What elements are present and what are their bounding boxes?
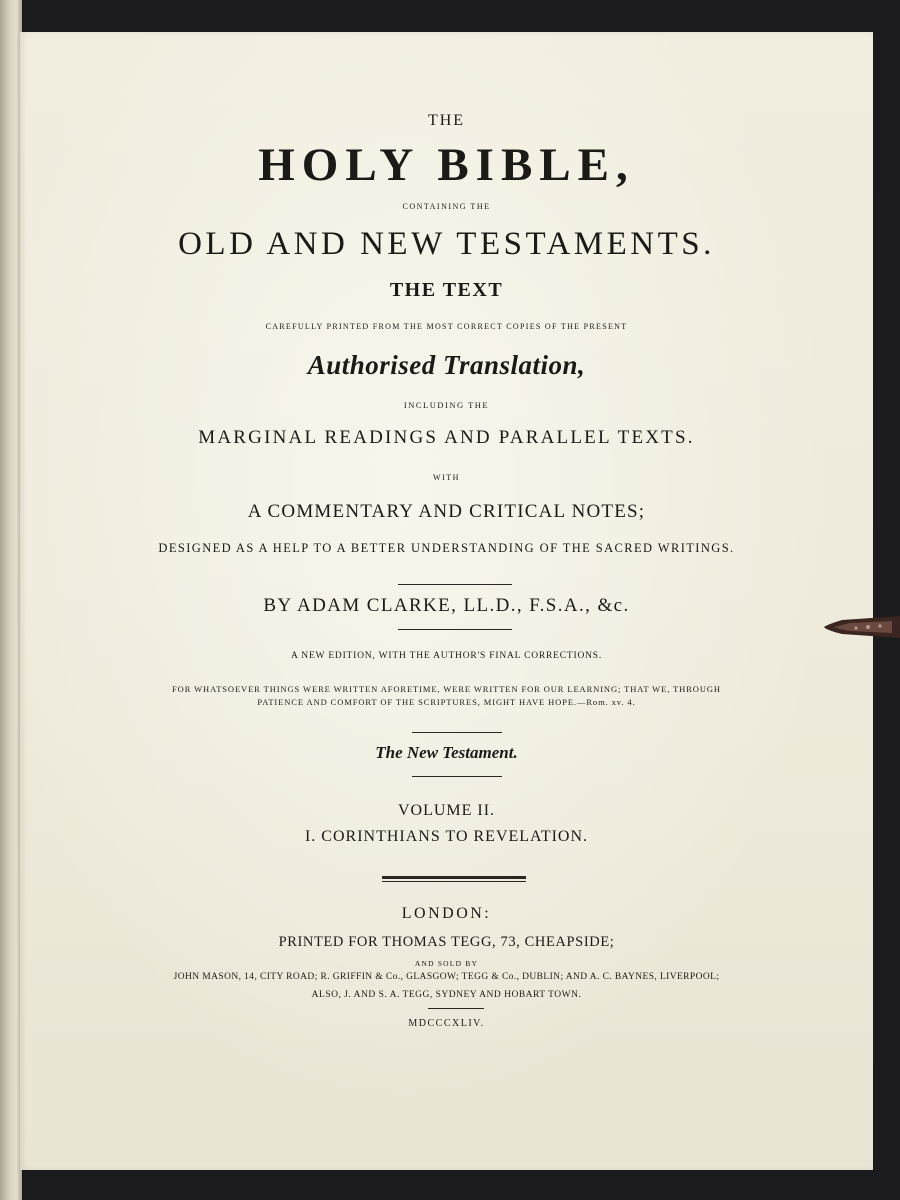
authorised-translation: Authorised Translation, [307, 350, 586, 380]
epigraph-line-2: PATIENCE AND COMFORT OF THE SCRIPTURES, MIGHT HAVE HOPE.—Rom. xv. 4. [257, 697, 636, 707]
edition-line: A NEW EDITION, WITH THE AUTHOR'S FINAL CORRECTIONS. [290, 651, 603, 661]
sellers-line-2: ALSO, J. AND S. A. TEGG, SYDNEY AND HOBART TOWN. [311, 990, 582, 1000]
contents-line: I. CORINTHIANS TO REVELATION. [304, 828, 589, 845]
carefully-printed-line: CAREFULLY PRINTED FROM THE MOST CORRECT COPIES OF THE PRESENT [265, 322, 628, 331]
divider-rule [398, 584, 512, 585]
the-text-line: THE TEXT [389, 279, 504, 301]
title-page [20, 32, 873, 1170]
printer-line: PRINTED FOR THOMAS TEGG, 73, CHEAPSIDE; [278, 934, 615, 950]
imprint-date: MDCCCXLIV. [408, 1018, 485, 1029]
new-testament-heading: The New Testament. [375, 743, 518, 762]
double-rule-thin [382, 881, 526, 882]
testaments-line: OLD AND NEW TESTAMENTS. [178, 226, 715, 262]
designed-line: DESIGNED AS A HELP TO A BETTER UNDERSTANDING OF THE SACRED WRITINGS. [158, 541, 735, 555]
epigraph-line-1: FOR WHATSOEVER THINGS WERE WRITTEN AFORETIME, WERE WRITTEN FOR OUR LEARNING; THAT WE, THROUGH [172, 684, 721, 694]
double-rule-thick [382, 876, 526, 879]
marginal-readings-line: MARGINAL READINGS AND PARALLEL TEXTS. [198, 427, 695, 448]
bookmark-tab-icon [822, 612, 900, 642]
including-line: INCLUDING THE [403, 400, 490, 410]
sold-by-line: AND SOLD BY [414, 959, 479, 968]
city-line: LONDON: [401, 905, 492, 922]
containing-line: CONTAINING THE [402, 202, 491, 211]
main-title: HOLY BIBLE, [258, 139, 635, 191]
volume-line: VOLUME II. [397, 802, 496, 819]
title-the: THE [427, 112, 466, 129]
facing-page-edge [0, 0, 22, 1200]
divider-rule [428, 1008, 484, 1009]
author-line: BY ADAM CLARKE, LL.D., F.S.A., &c. [263, 595, 630, 616]
divider-rule [412, 732, 502, 733]
divider-rule [412, 776, 502, 777]
with-line: WITH [433, 473, 460, 482]
sellers-line-1: JOHN MASON, 14, CITY ROAD; R. GRIFFIN & Co., GLASGOW; TEGG & Co., DUBLIN; AND A. C. BAYNES, LIVERPOOL; [173, 972, 720, 982]
divider-rule [398, 629, 512, 630]
commentary-line: A COMMENTARY AND CRITICAL NOTES; [247, 501, 646, 522]
